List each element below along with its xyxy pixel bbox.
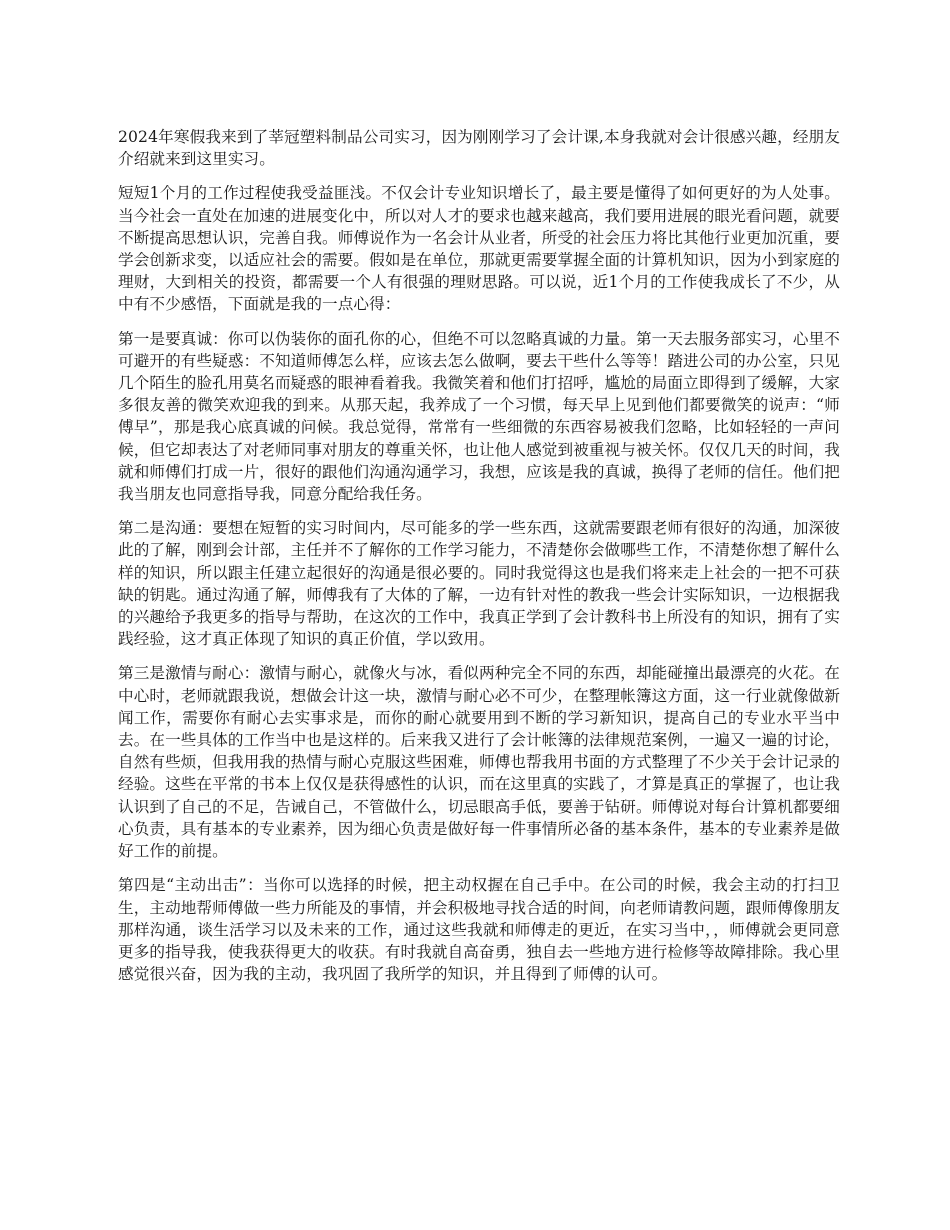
paragraph-sincerity: 第一是要真诚：你可以伪装你的面孔你的心，但绝不可以忽略真诚的力量。第一天去服务部实习，心里不可避开的有些疑惑：不知道师傅怎么样，应该去怎么做啊，要去干些什么等等！踏进公司的办公室，只见几个陌生的脸孔用莫名而疑惑的眼神看着我。我微笑着和他们打招呼，尴尬的局面立即得到了缓解，大家多很友善的微笑欢迎我的到来。从那天起，我养成了一个习惯，每天早上见到他们都要微笑的说声：“师傅早”，那是我心底真诚的问候。我总觉得，常常有一些细微的东西容易被我们忽略，比如轻轻的一声问候，但它却表达了对老师同事对朋友的尊重关怀，也让他人感觉到被重视与被关怀。仅仅几天的时间，我就和师傅们打成一片，很好的跟他们沟通沟通学习，我想，应该是我的真诚，换得了老师的信任。他们把我当朋友也同意指导我，同意分配给我任务。 [118,329,840,504]
document-body [118,126,840,997]
paragraph-overview: 短短1个月的工作过程使我受益匪浅。不仅会计专业知识增长了，最主要是懂得了如何更好的为人处事。当今社会一直处在加速的进展变化中，所以对人才的要求也越来越高，我们要用进展的眼光看问题，就要不断提高思想认识，完善自我。师傅说作为一名会计从业者，所受的社会压力将比其他行业更加沉重，要学会创新求变，以适应社会的需要。假如是在单位，那就更需要掌握全面的计算机知识，因为小到家庭的理财，大到相关的投资，都需要一个人有很强的理财思路。可以说，近1个月的工作使我成长了不少，从中有不少感悟，下面就是我的一点心得： [118,184,840,314]
paragraph-initiative: 第四是“主动出击”：当你可以选择的时候，把主动权握在自己手中。在公司的时候，我会主动的打扫卫生，主动地帮师傅做一些力所能及的事情，并会积极地寻找合适的时间，向老师请教问题，跟师傅像朋友那样沟通，谈生活学习以及未来的工作，通过这些我就和师傅走的更近，在实习当中，，师傅就会更同意更多的指导我，使我获得更大的收获。有时我就自高奋勇，独自去一些地方进行检修等故障排除。我心里感觉很兴奋，因为我的主动，我巩固了我所学的知识，并且得到了师傅的认可。 [118,876,840,984]
paragraph-communication: 第二是沟通：要想在短暂的实习时间内，尽可能多的学一些东西，这就需要跟老师有很好的沟通，加深彼此的了解，刚到会计部，主任并不了解你的工作学习能力，不清楚你会做哪些工作，不清楚你想了解什么样的知识，所以跟主任建立起很好的沟通是很必要的。同时我觉得这也是我们将来走上社会的一把不可获缺的钥匙。通过沟通了解，师傅我有了大体的了解，一边有针对性的教我一些会计实际知识，一边根据我的兴趣给予我更多的指导与帮助，在这次的工作中，我真正学到了会计教科书上所没有的知识，拥有了实践经验，这才真正体现了知识的真正价值，学以致用。 [118,519,840,649]
paragraph-passion-patience: 第三是激情与耐心：激情与耐心，就像火与冰，看似两种完全不同的东西，却能碰撞出最漂亮的火花。在中心时，老师就跟我说，想做会计这一块，激情与耐心必不可少，在整理帐簿这方面，这一行业就像做新闻工作，需要你有耐心去实事求是，而你的耐心就要用到不断的学习新知识，提高自己的专业水平当中去。在一些具体的工作当中也是这样的。后来我又进行了会计帐簿的法律规范案例，一遍又一遍的讨论，自然有些烦，但我用我的热情与耐心克服这些困难，师傅也帮我用书面的方式整理了不少关于会计记录的经验。这些在平常的书本上仅仅是获得感性的认识，而在这里真的实践了，才算是真正的掌握了，也让我认识到了自己的不足，告诫自己，不管做什么，切忌眼高手低，要善于钻研。师傅说对每台计算机都要细心负责，具有基本的专业素养，因为细心负责是做好每一件事情所必备的基本条件，基本的专业素养是做好工作的前提。 [118,664,840,861]
paragraph-intro: 2024年寒假我来到了莘冠塑料制品公司实习，因为刚刚学习了会计课,本身我就对会计很感兴趣，经朋友介绍就来到这里实习。 [118,128,840,169]
